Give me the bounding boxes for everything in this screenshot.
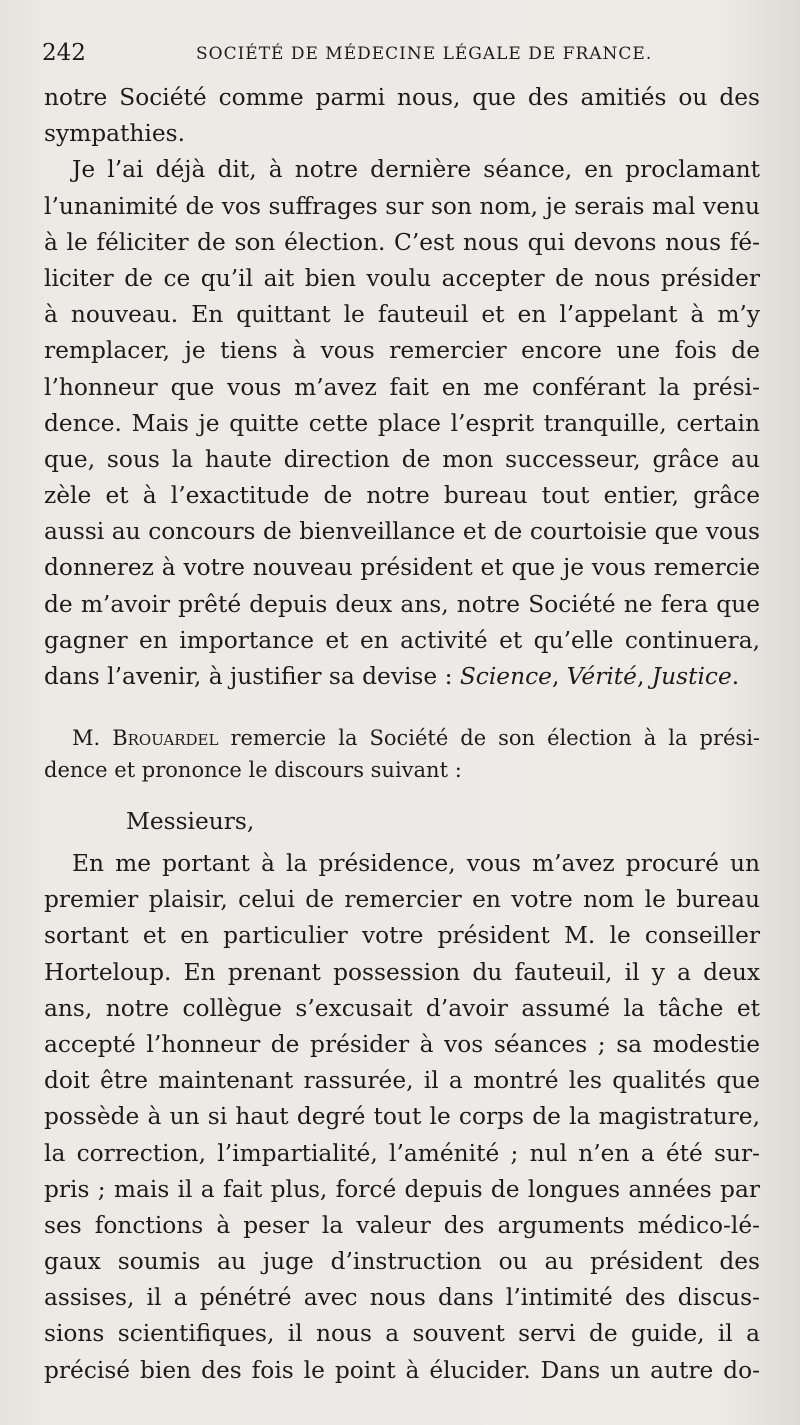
text-line: assises, il a pénétré avec nous dans l’intimité des discus- xyxy=(44,1284,760,1312)
text-line: gaux soumis au juge d’instruction ou au président des xyxy=(44,1248,760,1276)
text-segment: . xyxy=(731,663,740,690)
motto-word: Justice xyxy=(651,663,732,690)
text-line: Je l’ai déjà dit, à notre dernière séance, en proclamant xyxy=(72,156,760,184)
running-title: SOCIÉTÉ DE MÉDECINE LÉGALE DE FRANCE. xyxy=(196,44,653,64)
paragraph-speech xyxy=(44,846,760,1389)
text-line: dence et prononce le discours suivant : xyxy=(44,758,462,782)
text-segment: remercie la Société de son élection à la prési- xyxy=(218,726,761,750)
text-line: remplacer, je tiens à vous remercier encore une fois de xyxy=(44,337,760,365)
text-line: l’unanimité de vos suffrages sur son nom, je serais mal venu xyxy=(44,192,760,220)
text-line: donnerez à votre nouveau président et que je vous remercie xyxy=(44,554,760,582)
text-line-motto xyxy=(44,659,760,695)
motto-word: Vérité xyxy=(566,663,637,690)
text-line: précisé bien des fois le point à élucider. Dans un autre do- xyxy=(44,1356,760,1384)
text-line: possède à un si haut degré tout le corps de la magistrature, xyxy=(44,1103,760,1131)
text-line: la correction, l’impartialité, l’aménité ; nul n’en a été sur- xyxy=(44,1139,760,1167)
text-line: sions scientifiques, il nous a souvent servi de guide, il a xyxy=(44,1320,760,1348)
text-line: l’honneur que vous m’avez fait en me conférant la prési- xyxy=(44,373,760,401)
text-line: liciter de ce qu’il ait bien voulu accepter de nous présider xyxy=(44,264,760,292)
page-number: 242 xyxy=(42,40,86,66)
paragraph-outgoing-president xyxy=(44,80,760,695)
editorial-note xyxy=(44,722,760,786)
motto-word: Science xyxy=(459,663,552,690)
text-line: que, sous la haute direction de mon successeur, grâce au xyxy=(44,445,760,473)
text-line: gagner en importance et en activité et qu’elle continuera, xyxy=(44,626,760,654)
text-line: sympathies. xyxy=(44,120,185,148)
text-line: à nouveau. En quittant le fauteuil et en l’appelant à m’y xyxy=(44,301,760,329)
text-line: sortant et en particulier votre président M. le conseiller xyxy=(44,922,760,950)
text-line xyxy=(44,722,760,754)
text-line: premier plaisir, celui de remercier en votre nom le bureau xyxy=(44,886,760,914)
text-line: notre Société comme parmi nous, que des amitiés ou des xyxy=(44,84,760,111)
text-line: zèle et à l’exactitude de notre bureau tout entier, grâce xyxy=(44,482,760,510)
speech-salutation: Messieurs, xyxy=(126,808,255,835)
page-header xyxy=(42,40,742,76)
text-segment: , xyxy=(551,663,567,690)
text-segment: dans l’avenir, à justifier sa devise : xyxy=(44,663,460,690)
text-segment: , xyxy=(636,663,652,690)
text-line: pris ; mais il a fait plus, forcé depuis de longues années par xyxy=(44,1175,760,1203)
text-line: ses fonctions à peser la valeur des arguments médico-lé- xyxy=(44,1211,760,1239)
text-line: doit être maintenant rassurée, il a montré les qualités que xyxy=(44,1067,760,1095)
text-line: aussi au concours de bienveillance et de courtoisie que vous xyxy=(44,518,760,546)
text-line: Horteloup. En prenant possession du fauteuil, il y a deux xyxy=(44,958,760,986)
text-line: à le féliciter de son élection. C’est nous qui devons nous fé- xyxy=(44,228,760,256)
text-line: dence. Mais je quitte cette place l’esprit tranquille, certain xyxy=(44,409,760,437)
text-line: accepté l’honneur de présider à vos séances ; sa modestie xyxy=(44,1030,760,1058)
text-line: de m’avoir prêté depuis deux ans, notre Société ne fera que xyxy=(44,590,760,618)
speaker-name: Brouardel xyxy=(112,726,219,750)
text-segment: M. xyxy=(72,726,113,750)
text-line: En me portant à la présidence, vous m’avez procuré un xyxy=(72,850,760,877)
text-line: ans, notre collègue s’excusait d’avoir assumé la tâche et xyxy=(44,994,760,1022)
